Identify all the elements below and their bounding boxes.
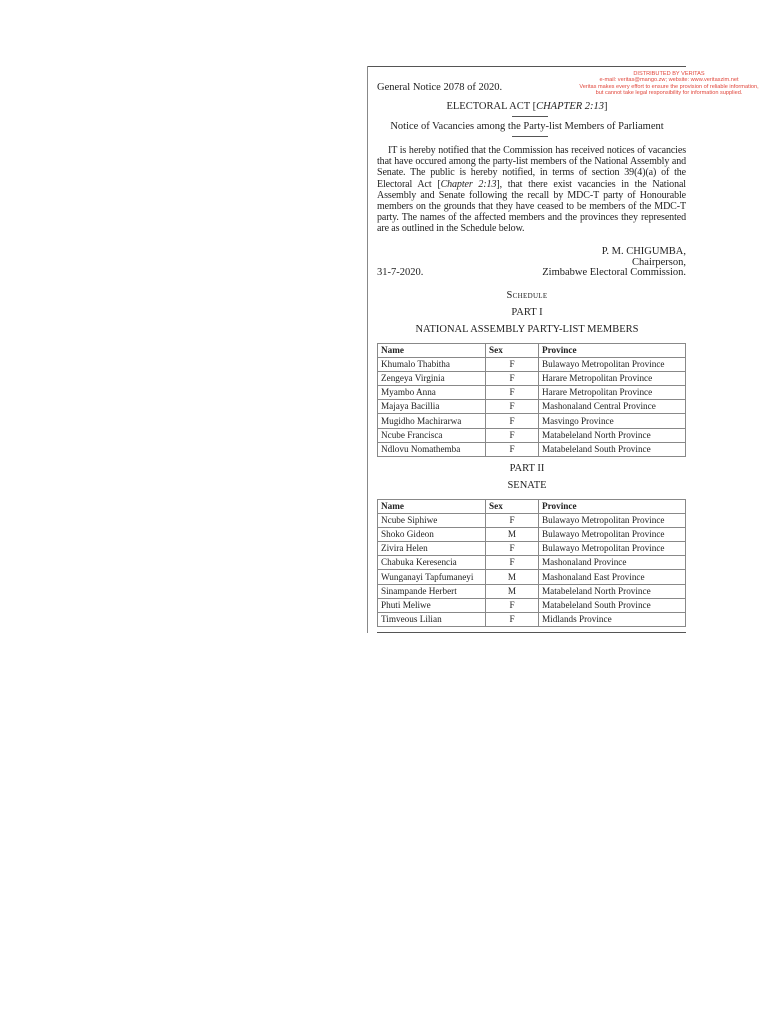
table-row — [378, 528, 686, 542]
act-suffix: ] — [604, 101, 608, 112]
member-name: Mugidho Machirarwa — [378, 414, 486, 428]
table-row — [378, 400, 686, 414]
part2-label: PART II — [509, 463, 545, 474]
watermark-line: but cannot take legal responsibility for information supplied. — [595, 90, 743, 97]
part2-title: SENATE — [507, 480, 547, 491]
member-name: Phuti Meliwe — [378, 598, 486, 612]
body-chapter: Chapter 2:13 — [440, 178, 497, 190]
column-header-name: Name — [378, 500, 486, 514]
member-sex: F — [486, 542, 539, 556]
member-province: Mashonaland East Province — [539, 570, 686, 584]
member-province: Bulawayo Metropolitan Province — [539, 528, 686, 542]
table-row — [378, 542, 686, 556]
signatory-name: P. M. CHIGUMBA, — [601, 246, 686, 257]
member-sex: F — [486, 612, 539, 626]
table-row — [378, 414, 686, 428]
notice-body — [377, 145, 686, 235]
table-row — [378, 442, 686, 456]
member-province: Matabeleland North Province — [539, 584, 686, 598]
member-name: Ncube Siphiwe — [378, 514, 486, 528]
watermark-line: DISTRIBUTED BY VERITAS — [633, 71, 705, 77]
notice-date: 31-7-2020. — [377, 267, 424, 278]
member-province: Midlands Province — [539, 612, 686, 626]
member-province: Masvingo Province — [539, 414, 686, 428]
column-header-sex: Sex — [486, 500, 539, 514]
column-header-province: Province — [539, 344, 686, 358]
member-sex: F — [486, 400, 539, 414]
member-name: Shoko Gideon — [378, 528, 486, 542]
left-rule — [367, 66, 368, 633]
member-name: Myambo Anna — [378, 386, 486, 400]
member-sex: F — [486, 514, 539, 528]
watermark-line: e-mail: veritas@mango.zw; website: www.veritaszim.net — [599, 77, 739, 84]
table-row — [378, 372, 686, 386]
table-header-row — [378, 344, 686, 358]
member-name: Khumalo Thabitha — [378, 358, 486, 372]
member-sex: F — [486, 556, 539, 570]
schedule-heading: Schedule — [506, 290, 548, 301]
notice-subtitle: Notice of Vacancies among the Party-list Members of Parliament — [390, 121, 664, 132]
table-row — [378, 598, 686, 612]
national-assembly-table — [377, 343, 686, 457]
member-province: Harare Metropolitan Province — [539, 386, 686, 400]
divider — [512, 116, 548, 117]
member-province: Mashonaland Central Province — [539, 400, 686, 414]
senate-table — [377, 499, 686, 627]
table-row — [378, 584, 686, 598]
body-text-part1: IT is hereby notified that the Commission has received notices of vacancies that have occured among the party-list members of the National Assembly and Senate. The public is hereby notified, in terms of section 39(4)(a) of the Electoral Act [ — [377, 145, 686, 190]
table-row — [378, 570, 686, 584]
notice-number: General Notice 2078 of 2020. — [377, 82, 503, 93]
member-sex: M — [486, 584, 539, 598]
member-sex: M — [486, 528, 539, 542]
table-body — [378, 514, 686, 627]
divider — [512, 136, 548, 137]
column-header-province: Province — [539, 500, 686, 514]
member-name: Ncube Francisca — [378, 428, 486, 442]
member-sex: F — [486, 414, 539, 428]
member-name: Sinampande Herbert — [378, 584, 486, 598]
table-body — [378, 358, 686, 457]
member-sex: F — [486, 442, 539, 456]
member-name: Zivira Helen — [378, 542, 486, 556]
top-rule — [368, 66, 686, 67]
table-row — [378, 428, 686, 442]
member-province: Matabeleland North Province — [539, 428, 686, 442]
member-province: Matabeleland South Province — [539, 598, 686, 612]
member-province: Mashonaland Province — [539, 556, 686, 570]
table-header-row — [378, 500, 686, 514]
member-province: Bulawayo Metropolitan Province — [539, 514, 686, 528]
signatory-role: Chairperson, — [632, 257, 686, 268]
table-row — [378, 358, 686, 372]
table-row — [378, 556, 686, 570]
member-name: Timveous Lilian — [378, 612, 486, 626]
part1-label: PART I — [511, 307, 543, 318]
table-row — [378, 612, 686, 626]
act-prefix: ELECTORAL ACT [ — [446, 101, 537, 112]
member-province: Bulawayo Metropolitan Province — [539, 358, 686, 372]
veritas-watermark — [564, 71, 770, 97]
column-header-name: Name — [378, 344, 486, 358]
member-sex: F — [486, 358, 539, 372]
table-row — [378, 514, 686, 528]
member-province: Bulawayo Metropolitan Province — [539, 542, 686, 556]
table-row — [378, 386, 686, 400]
column-header-sex: Sex — [486, 344, 539, 358]
body-text-part2: ], that there exist vacancies in the National Assembly and Senate following the recall by MDC-T party of Honourable members on the grounds that they have ceased to be members of the MDC-T party. The names of the affected members and the provinces they represented are as outlined in the Schedule below. — [377, 178, 686, 235]
act-chapter: CHAPTER 2:13 — [536, 101, 605, 112]
act-title — [368, 101, 686, 112]
watermark-line: Veritas makes every effort to ensure the provision of reliable information, — [579, 83, 759, 90]
member-name: Chabuka Keresencia — [378, 556, 486, 570]
bottom-rule — [377, 632, 686, 633]
member-sex: F — [486, 372, 539, 386]
signatory-organisation: Zimbabwe Electoral Commission. — [542, 267, 686, 278]
member-name: Ndlovu Nomathemba — [378, 442, 486, 456]
member-sex: M — [486, 570, 539, 584]
member-sex: F — [486, 386, 539, 400]
member-name: Zengeya Virginia — [378, 372, 486, 386]
member-name: Majaya Bacillia — [378, 400, 486, 414]
part1-title: NATIONAL ASSEMBLY PARTY-LIST MEMBERS — [415, 324, 639, 335]
member-sex: F — [486, 428, 539, 442]
member-province: Harare Metropolitan Province — [539, 372, 686, 386]
member-province: Matabeleland South Province — [539, 442, 686, 456]
member-name: Wunganayi Tapfumaneyi — [378, 570, 486, 584]
member-sex: F — [486, 598, 539, 612]
